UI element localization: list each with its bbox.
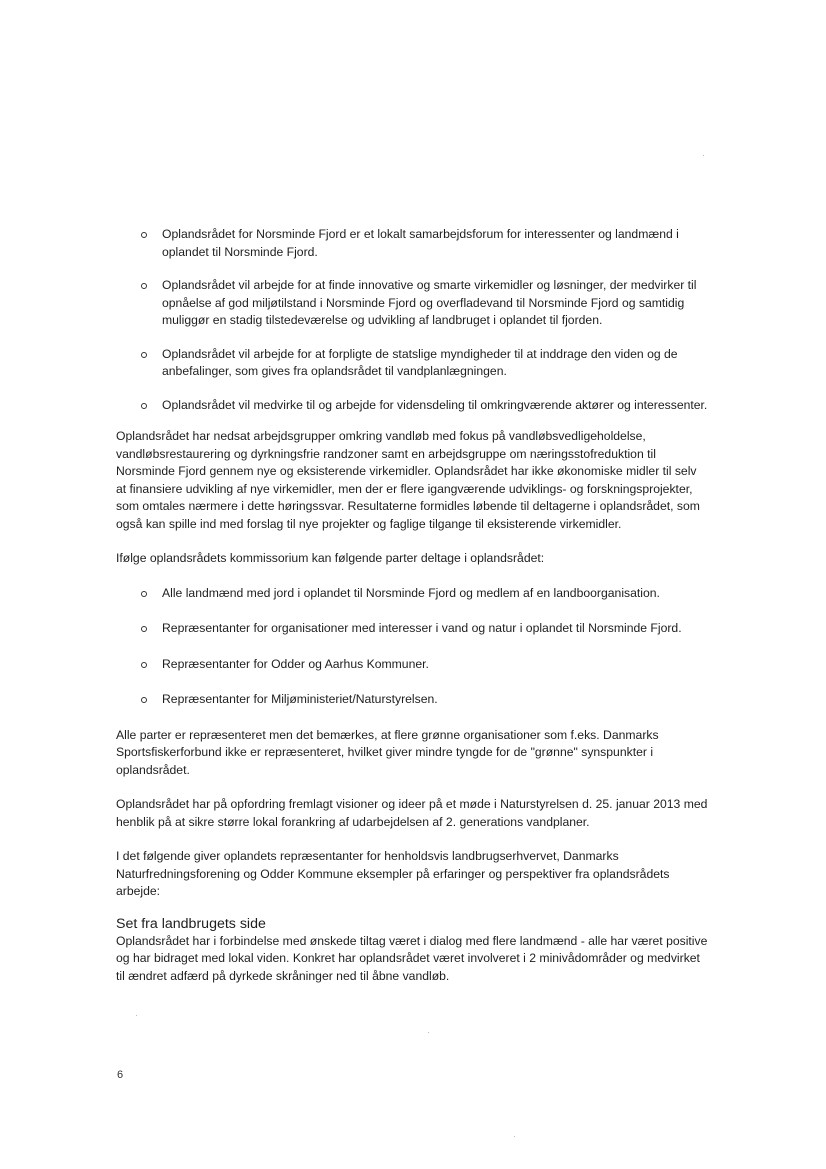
list-item: [116, 226, 710, 261]
paragraph-working-groups: Oplandsrådet har nedsat arbejdsgrupper omkring vandløb med fokus på vandløbsvedligeholdelse, vandløbsrestaurering og dyrkningsfrie randzoner samt en arbejdsgruppe om næringsstofreduktion til Norsminde Fjord gennem nye og eksisterende virkemidler. Oplandsrådet har ikke økonomiske midler til selv at finansiere udvikling af nye virkemidler, men der er flere igangværende udviklings- og forskningsprojekter, som omtales nærmere i dette høringssvar. Resultaterne formidles løbende til deltagerne i oplandsrådet, som også kan spille ind med forslag til nye projekter og faglige tilgange til eksisterende virkemidler.: [116, 429, 700, 531]
list-item-text: Repræsentanter for organisationer med interesser i vand og natur i oplandet til Norsminde Fjord.: [162, 621, 682, 635]
list-item-text: Alle landmænd med jord i oplandet til Norsminde Fjord og medlem af en landboorganisation.: [162, 585, 660, 600]
list-item: [116, 585, 710, 603]
bullet-icon: [141, 352, 147, 358]
list-item: [116, 691, 710, 709]
scan-speck: [703, 155, 704, 156]
paragraph-representation: Alle parter er repræsenteret men det bemærkes, at flere grønne organisationer som f.eks. Danmarks Sportsfiskerforbund ikke er repræsenteret, hvilket giver mindre tyngde for de "grønne" synspunkter i oplandsrådet.: [116, 727, 659, 777]
page-number: 6: [117, 1069, 124, 1081]
page-content: [116, 226, 710, 1002]
scan-speck: [428, 1032, 429, 1033]
bullet-icon: [141, 591, 147, 597]
bullet-icon: [141, 283, 147, 289]
list-item-text: Oplandsrådet vil medvirke til og arbejde for vidensdeling til omkringværende aktører og interessenter.: [162, 397, 708, 412]
list-item: [116, 620, 710, 638]
list-item-text: Oplandsrådet vil arbejde for at finde innovative og smarte virkemidler og løsninger, der medvirker til opnåelse af god miljøtilstand i Norsminde Fjord og overfladevand til Norsminde Fjord og samtidig muliggør en stadig tilstedeværelse og udvikling af landbruget i oplandet til fjorden.: [162, 278, 697, 327]
bullet-icon: [141, 626, 147, 632]
bullet-icon: [141, 232, 147, 238]
list-item-text: Oplandsrådet vil arbejde for at forpligte de statslige myndigheder til at inddrage den viden og de anbefalinger, som gives fra oplandsrådet til vandplanlægningen.: [162, 346, 678, 378]
scan-speck: [514, 1136, 515, 1137]
section-heading: Set fra landbrugets side: [116, 915, 266, 932]
list-item: [116, 277, 710, 330]
bullet-icon: [141, 403, 147, 409]
paragraph-examples: I det følgende giver oplandets repræsentanter for henholdsvis landbrugserhvervet, Danmarks Naturfredningsforening og Odder Kommune eksempler på erfaringer og perspektiver fra oplandsrådets arbejde:: [116, 849, 670, 898]
bullet-icon: [141, 662, 147, 668]
bullet-icon: [141, 697, 147, 703]
paragraph-meeting: Oplandsrådet har på opfordring fremlagt visioner og ideer på et møde i Naturstyrelsen d. 25. januar 2013 med henblik på at sikre større lokal forankring af udarbejdelsen af 2. generations vandplaner.: [116, 797, 708, 829]
list-item: [116, 346, 710, 381]
bullet-list-parties: [116, 585, 710, 709]
list-item: [116, 656, 710, 674]
scan-speck: [136, 1015, 137, 1016]
bullet-list-objectives: [116, 226, 710, 414]
list-item-text: Oplandsrådet for Norsminde Fjord er et lokalt samarbejdsforum for interessenter og landmænd i oplandet til Norsminde Fjord.: [162, 227, 679, 259]
section-paragraph: Oplandsrådet har i forbindelse med ønskede tiltag været i dialog med flere landmænd - alle har været positive og har bidraget med lokal viden. Konkret har oplandsrådet været involveret i 2 minivådområder og medvirket til ændret adfærd på dyrkede skråninger ned til åbne vandløb.: [116, 933, 708, 983]
list-item-text: Repræsentanter for Miljøministeriet/Naturstyrelsen.: [162, 692, 438, 706]
list-item: [116, 397, 710, 415]
paragraph-commission: Ifølge oplandsrådets kommissorium kan følgende parter deltage i oplandsrådet:: [116, 551, 545, 565]
list-item-text: Repræsentanter for Odder og Aarhus Kommuner.: [162, 656, 429, 671]
